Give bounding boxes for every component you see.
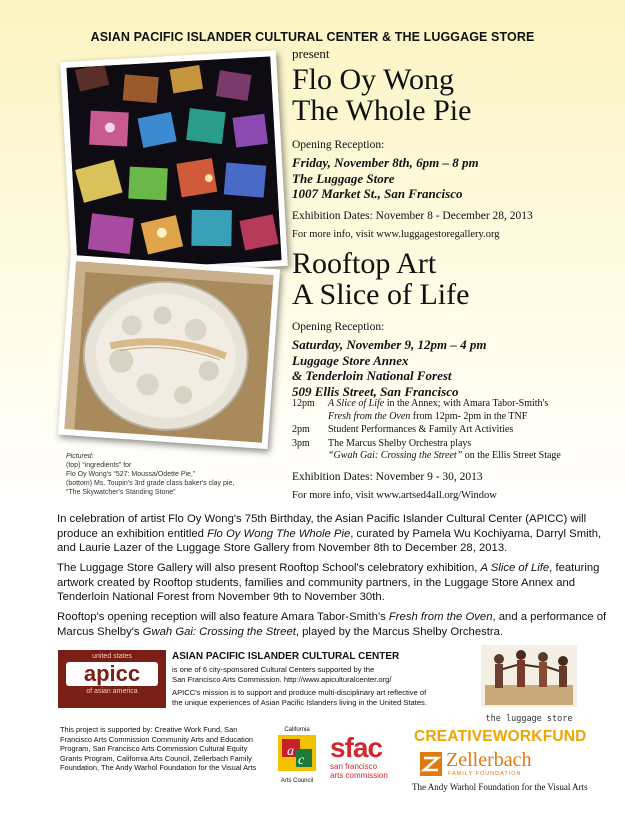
schedule-desc: A Slice of Life in the Annex; with Amara Tabor-Smith's Fresh from the Oven from 12pm- 2pm in the TNF [328,398,549,422]
paragraph-reception: Rooftop's opening reception will also feature Amara Tabor-Smith's Fresh from the Oven, and a performance of Marcus Shelby's Gwah Gai: Crossing the Street, played by the Marcus Shelby Orchestra. [57,611,607,638]
california-arts-council-logo: California a c Arts Council [274,727,320,785]
schedule-time: 12pm [292,398,315,409]
event1-info: For more info, visit www.luggagestoregallery.org [292,228,500,240]
apicc-heading: ASIAN PACIFIC ISLANDER CULTURAL CENTER [172,651,400,662]
event1-title-line: Flo Oy Wong [292,63,455,96]
luggage-store-logo-image [481,645,577,707]
header-subtitle: present [292,46,330,61]
photo-ingredients [60,50,288,278]
event2-schedule [292,398,622,464]
event2-dates: Exhibition Dates: November 9 - 30, 2013 [292,471,483,483]
schedule-row [292,424,622,437]
caption-label: Pictured: [66,453,94,460]
luggage-store-logo-text: the luggage store [485,714,573,724]
apicc-description: is one of 6 city-sponsored Cultural Centers supported by the San Francisco Arts Commission. http://www.apiculturalcenter.org/ APICC's mission is to support and produce multi-disciplinary art reflective of the unique experiences of Asian Pacific Islanders living in the United States. [172,665,427,707]
event2-footer [292,470,497,502]
event2-venue: & Tenderloin National Forest [292,368,452,383]
ingredients-image [66,56,281,271]
event2-info: For more info, visit www.artsed4all.org/Window [292,490,497,501]
caption-line: (top) “ingredients” for [66,462,132,469]
schedule-desc: Student Performances & Family Art Activities [328,424,514,435]
sfac-logo: sfac san francisco arts commission [330,732,388,780]
warhol-foundation-logo: The Andy Warhol Foundation for the Visual Arts [412,782,588,792]
caption-line: Flo Oy Wong's “527: Moussa/Odette Pie,” [66,471,196,478]
event1-title [292,64,471,126]
paragraph-intro: In celebration of artist Flo Oy Wong's 75th Birthday, the Asian Pacific Islander Cultural Center (APICC) will produce an exhibition entitled Flo Oy Wong The Whole Pie, curated by Pamela Wu Kochiyama, Darryl Smith, and Laurie Lazer of the Luggage Store Gallery from November 8th to December 28, 2013. [57,513,602,554]
event1-address: 1007 Market St., San Francisco [292,186,463,201]
event1-dates: Exhibition Dates: November 8 - December 28, 2013 [292,209,533,222]
event1-reception-date: Friday, November 8th, 6pm – 8 pm [292,155,479,170]
photo-caption [66,452,246,497]
paragraph-slice-of-life: The Luggage Store Gallery will also present Rooftop School's celebratory exhibition, A Slice of Life, featuring artwork created by Rooftop students, families and community partners, in the Luggage Store Annex and Tenderloin National Forest from November 9th to November 30th. [57,562,600,603]
schedule-row [292,398,622,423]
luggage-store-logo [481,645,577,724]
caption-line: “The Skywatcher's Standing Stone” [66,489,176,496]
support-text: This project is supported by: Creative Work Fund, San Francisco Arts Commission Community Arts and Education Program, San Francisco Arts Commission Cultural Equity Grants Program, California Arts Council, Zellerbach Family Foundation, The Andy Warhol Foundation for the Visual Arts [60,725,257,773]
cac-mark-icon [274,733,320,773]
photo-clay-pie [58,255,280,449]
clay-pie-image [64,261,273,442]
event1-title-line: The Whole Pie [292,94,472,127]
caption-line: (bottom) Ms. Toupin's 3rd grade class baker's clay pie, [66,480,235,487]
event2-title-line: A Slice of Life [292,278,470,311]
event2-details [292,320,487,399]
event2-venue: Luggage Store Annex [292,352,409,368]
schedule-row [292,438,622,463]
event2-reception-date: Saturday, November 9, 12pm – 4 pm [292,337,487,352]
creative-work-fund-logo: CREATIVEWORKFUND [414,728,587,745]
zellerbach-mark-icon [420,752,442,776]
event1-reception-label: Opening Reception: [292,139,385,151]
schedule-desc: The Marcus Shelby Orchestra plays “Gwah Gai: Crossing the Street” on the Ellis Street Stage [328,437,561,461]
event1-venue: The Luggage Store [292,170,395,186]
event2-title [292,248,469,310]
event2-reception-label: Opening Reception: [292,321,385,333]
apicc-logo: united states apicc of asian america [58,650,166,708]
event2-address: 509 Ellis Street, San Francisco [292,383,459,399]
schedule-time: 2pm [292,424,310,435]
header-title: ASIAN PACIFIC ISLANDER CULTURAL CENTER & THE LUGGAGE STORE [90,30,535,44]
schedule-time: 3pm [292,437,310,449]
svg-text:c: c [298,753,305,768]
zellerbach-logo: Zellerbach FAMILY FOUNDATION [420,752,544,778]
event1-details [292,138,533,241]
svg-text:a: a [287,744,294,759]
event2-title-line: Rooftop Art [292,247,437,280]
